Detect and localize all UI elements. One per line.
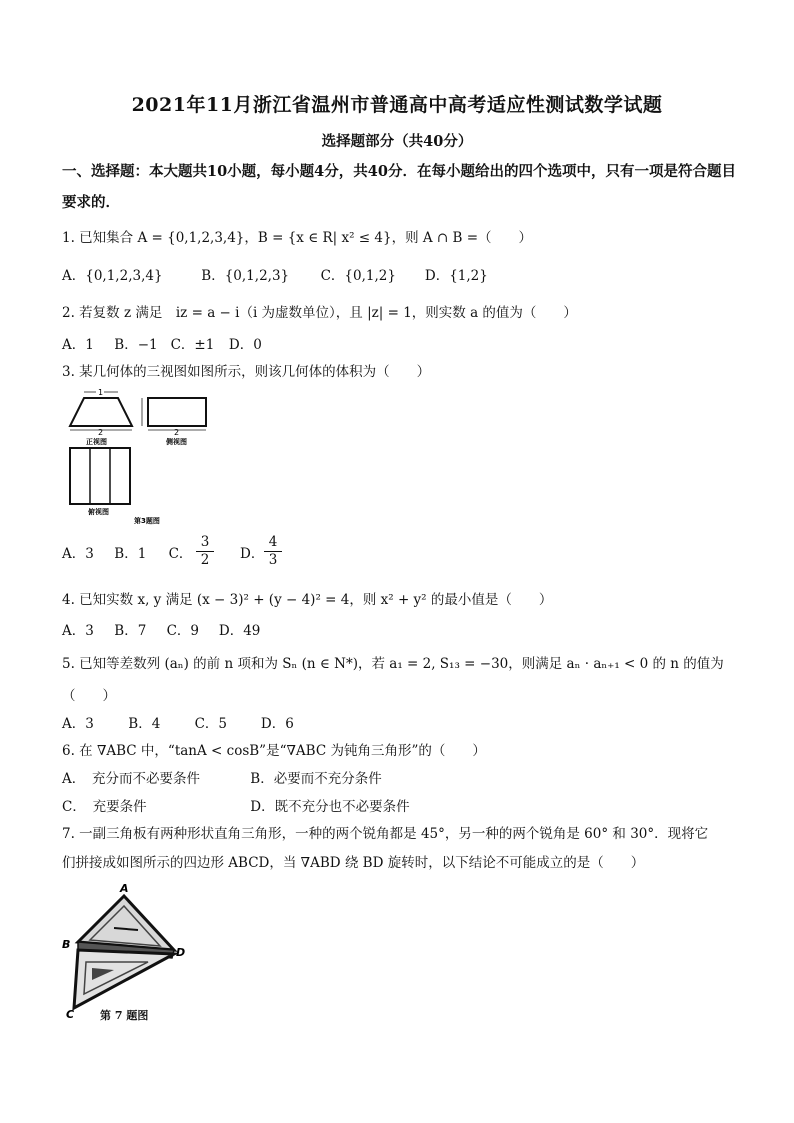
option-b: B．1	[114, 546, 147, 562]
section-subtitle: 选择题部分（共40分）	[321, 133, 473, 150]
option-d: D．{1,2}	[424, 268, 488, 284]
option-c: C．±1	[170, 337, 215, 353]
dim-top-label: 1	[98, 388, 104, 397]
question-2-options	[62, 333, 262, 353]
question-1-options	[62, 264, 488, 284]
fraction-denominator: 2	[200, 552, 210, 568]
question-3-options	[62, 542, 192, 562]
option-d: D．	[240, 546, 265, 562]
top-view	[70, 448, 130, 516]
option-d: D．49	[218, 623, 261, 639]
option-a: A．{0,1,2,3,4}	[62, 268, 163, 284]
option-b: B．{0,1,2,3}	[201, 268, 290, 284]
question-1-stem: 1. 已知集合 A = {0,1,2,3,4}，B = {x ∈ R| x² ≤ 4}，则 A ∩ B =（ ）	[62, 230, 533, 246]
dim-front-bottom-label: 2	[98, 428, 104, 437]
question-6-options-row1	[62, 767, 382, 787]
option-b: B．7	[114, 623, 147, 639]
section-instructions: 一、选择题：本大题共10小题，每小题4分，共40分．在每小题给出的四个选项中，只有一项是符合题目要求的．	[62, 163, 736, 211]
front-view-label: 正视图	[86, 438, 107, 446]
question-5-options	[62, 712, 294, 732]
option-c: C．{0,1,2}	[320, 268, 396, 284]
question-2-stem: 2. 若复数 z 满足 iz = a − i（i 为虚数单位），且 |z| = 1，则实数 a 的值为（ ）	[62, 305, 577, 321]
vertex-b-label: B	[62, 938, 71, 951]
fraction-numerator: 3	[196, 534, 214, 552]
vertex-c-label: C	[66, 1008, 75, 1021]
vertex-d-label: D	[176, 946, 186, 959]
exam-title: 2021年11月浙江省温州市普通高中高考适应性测试数学试题	[131, 94, 663, 116]
option-b: B．4	[128, 716, 161, 732]
figure-3-caption: 第3题图	[134, 517, 160, 525]
option-d: D．既不充分也不必要条件	[250, 799, 410, 815]
option-b: B．−1	[114, 337, 158, 353]
option-a: A．3	[62, 546, 94, 562]
option-d: D．0	[228, 337, 262, 353]
question-4-options	[62, 619, 260, 639]
side-view	[142, 398, 206, 446]
option-c: C． 充要条件	[62, 799, 147, 815]
option-a: A．1	[62, 337, 94, 353]
fraction-denominator: 3	[268, 552, 278, 568]
question-7-stem-line2: 们拼接成如图所示的四边形 ABCD，当 ∇ABD 绕 BD 旋转时，以下结论不可能成立的是（ ）	[62, 855, 645, 871]
option-a: A． 充分而不必要条件	[62, 771, 200, 787]
side-view-label: 侧视图	[166, 438, 187, 446]
option-d-fraction	[264, 534, 282, 569]
question-6-options-row2	[62, 795, 410, 815]
three-view-figure	[62, 386, 222, 526]
question-7-stem-line1: 7. 一副三角板有两种形状直角三角形，一种的两个锐角都是 45°，另一种的两个锐角是 60° 和 30°．现将它	[62, 826, 709, 842]
option-c: C．	[168, 546, 193, 562]
question-5-stem: 5. 已知等差数列 (aₙ) 的前 n 项和为 Sₙ (n ∈ N*)，若 a₁ = 2, S₁₃ = −30，则满足 aₙ · aₙ₊₁ < 0 的 n 的值为	[62, 656, 724, 672]
option-c: C．9	[166, 623, 200, 639]
question-6-stem: 6. 在 ∇ABC 中，“tanA < cosB”是“∇ABC 为钝角三角形”的（ ）	[62, 743, 486, 759]
option-a: A．3	[62, 623, 94, 639]
option-a: A．3	[62, 716, 94, 732]
question-5-stem-tail: （ ）	[62, 688, 116, 704]
dim-side-bottom-label: 2	[174, 428, 180, 437]
figure-7-caption: 第 7 题图	[100, 1009, 149, 1022]
question-3-stem: 3. 某几何体的三视图如图所示，则该几何体的体积为（ ）	[62, 364, 431, 380]
option-b: B．必要而不充分条件	[250, 771, 382, 787]
vertex-a-label: A	[120, 884, 129, 895]
question-4-stem: 4. 已知实数 x, y 满足 (x − 3)² + (y − 4)² = 4，则 x² + y² 的最小值是（ ）	[62, 592, 553, 608]
top-view-label: 俯视图	[88, 508, 109, 516]
front-view	[70, 388, 132, 446]
option-c-fraction	[196, 534, 214, 569]
option-d: D．6	[260, 716, 294, 732]
option-c: C．5	[194, 716, 228, 732]
triangle-boards-figure	[58, 884, 188, 1024]
fraction-numerator: 4	[264, 534, 282, 552]
